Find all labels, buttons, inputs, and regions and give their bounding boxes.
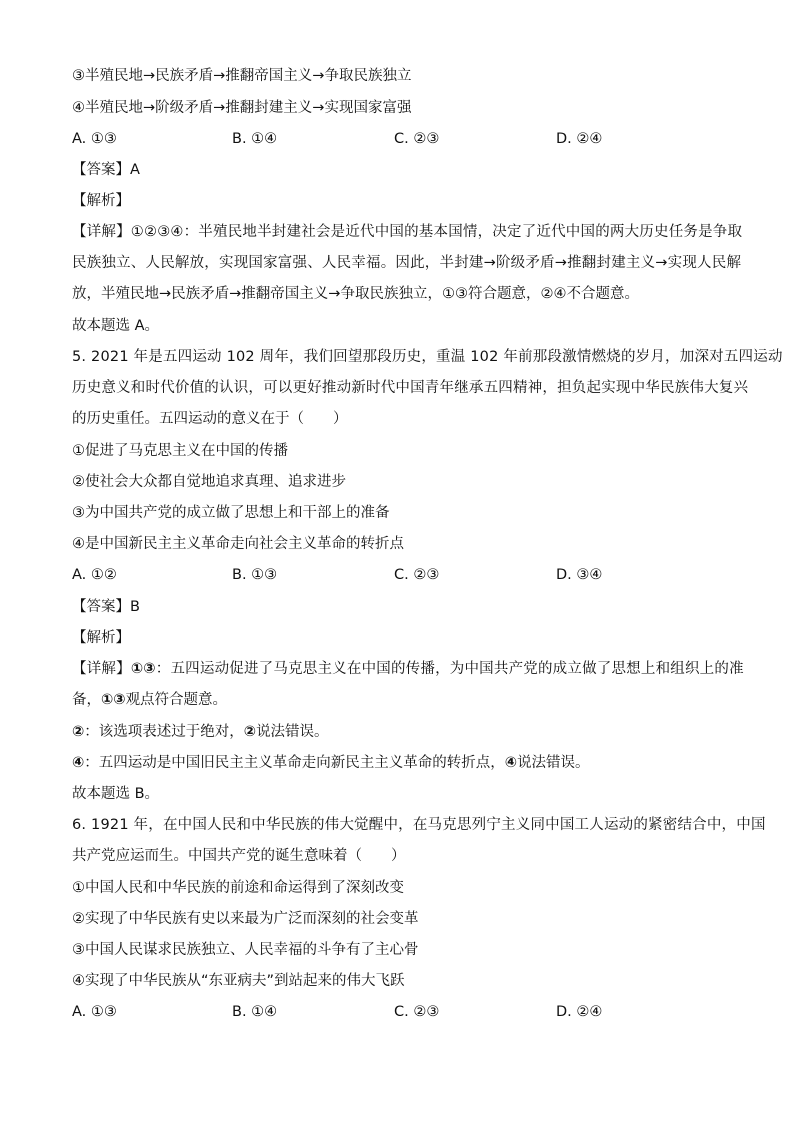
q5-statement-4: ④是中国新民主主义革命走向社会主义革命的转折点 [72,536,404,552]
question-6-line-1: 6. 1921 年，在中国人民和中华民族的伟大觉醒中，在马克思列宁主义同中国工人运动的紧密结合中，中国 [72,817,766,833]
analysis-heading-q4: 【解析】 [72,193,130,209]
choice-d: D. ②④ [556,1004,603,1020]
choice-a: A. ①③ [72,131,117,147]
answer-q5: 【答案】B [72,599,140,615]
detail-text: ：该选项表述过于绝对， [84,724,244,740]
conclusion-q4: 故本题选 A。 [72,318,160,334]
q6-statement-2: ②实现了中华民族有史以来最为广泛而深刻的社会变革 [72,911,419,927]
q6-statement-1: ①中国人民和中华民族的前途和命运得到了深刻改变 [72,880,404,896]
choice-b: B. ①③ [232,567,278,583]
question-6-line-2: 共产党应运而生。中国共产党的诞生意味着（ ） [72,848,406,864]
choice-b: B. ①④ [232,131,278,147]
choices-q6 [72,1002,722,1022]
question-5-line-2: 历史意义和时代价值的认识，可以更好推动新时代中国青年继承五四精神，担负起实现中华民族伟大复兴 [72,380,749,396]
q6-statement-4: ④实现了中华民族从“东亚病夫”到站起来的伟大飞跃 [72,973,405,989]
choices-q4 [72,129,722,149]
explanation-q5-line-1 [72,659,744,679]
detail-text: ：五四运动促进了马克思主义在中国的传播，为中国共产党的成立做了思想上和组织上的准 [155,661,744,677]
choice-b: B. ①④ [232,1004,278,1020]
detail-text: ：五四运动是中国旧民主主义革命走向新民主主义革命的转折点， [84,755,505,771]
q5-statement-3: ③为中国共产党的成立做了思想上和干部上的准备 [72,505,390,521]
detail-text: 说法错误。 [517,755,590,771]
q6-statement-3: ③中国人民谋求民族独立、人民幸福的斗争有了主心骨 [72,942,419,958]
explanation-q5-line-4 [72,753,590,773]
q5-statement-2: ②使社会大众都自觉地追求真理、追求进步 [72,474,346,490]
choice-d: D. ③④ [556,567,603,583]
explanation-q4-line-2: 民族独立、人民解放，实现国家富强、人民幸福。因此，半封建→阶级矛盾→推翻封建主义→实现人民解 [72,255,742,271]
choices-q5 [72,565,722,585]
statement-ref: ② [243,724,257,740]
option-line-3: ③半殖民地→民族矛盾→推翻帝国主义→争取民族独立 [72,68,412,84]
choice-c: C. ②③ [394,567,440,583]
analysis-heading-q5: 【解析】 [72,630,130,646]
answer-q4: 【答案】A [72,162,140,178]
q5-statement-1: ①促进了马克思主义在中国的传播 [72,443,288,459]
detail-text: 说法错误。 [256,724,329,740]
statement-ref: ①③ [101,692,126,708]
choice-a: A. ①② [72,567,117,583]
question-5-line-1: 5. 2021 年是五四运动 102 周年，我们回望那段历史，重温 102 年前那段激情燃烧的岁月，加深对五四运动 [72,349,783,365]
statement-ref: ①③ [130,661,156,677]
question-5-line-3: 的历史重任。五四运动的意义在于（ ） [72,411,348,427]
statement-ref: ④ [504,755,518,771]
explanation-q5-line-2 [72,690,227,710]
conclusion-q5: 故本题选 B。 [72,786,160,802]
choice-d: D. ②④ [556,131,603,147]
detail-text: 观点符合题意。 [125,692,228,708]
choice-c: C. ②③ [394,1004,440,1020]
statement-ref: ② [72,724,85,740]
choice-a: A. ①③ [72,1004,117,1020]
detail-text: 备， [72,692,101,708]
statement-ref: ④ [72,755,85,771]
explanation-q4-line-3: 放，半殖民地→民族矛盾→推翻帝国主义→争取民族独立，①③符合题意，②④不合题意。 [72,286,639,302]
detail-label: 【详解】 [72,661,131,677]
choice-c: C. ②③ [394,131,440,147]
explanation-q5-line-3 [72,722,329,742]
explanation-q4-line-1: 【详解】①②③④：半殖民地半封建社会是近代中国的基本国情，决定了近代中国的两大历史任务是争取 [72,224,743,240]
option-line-4: ④半殖民地→阶级矛盾→推翻封建主义→实现国家富强 [72,100,412,116]
